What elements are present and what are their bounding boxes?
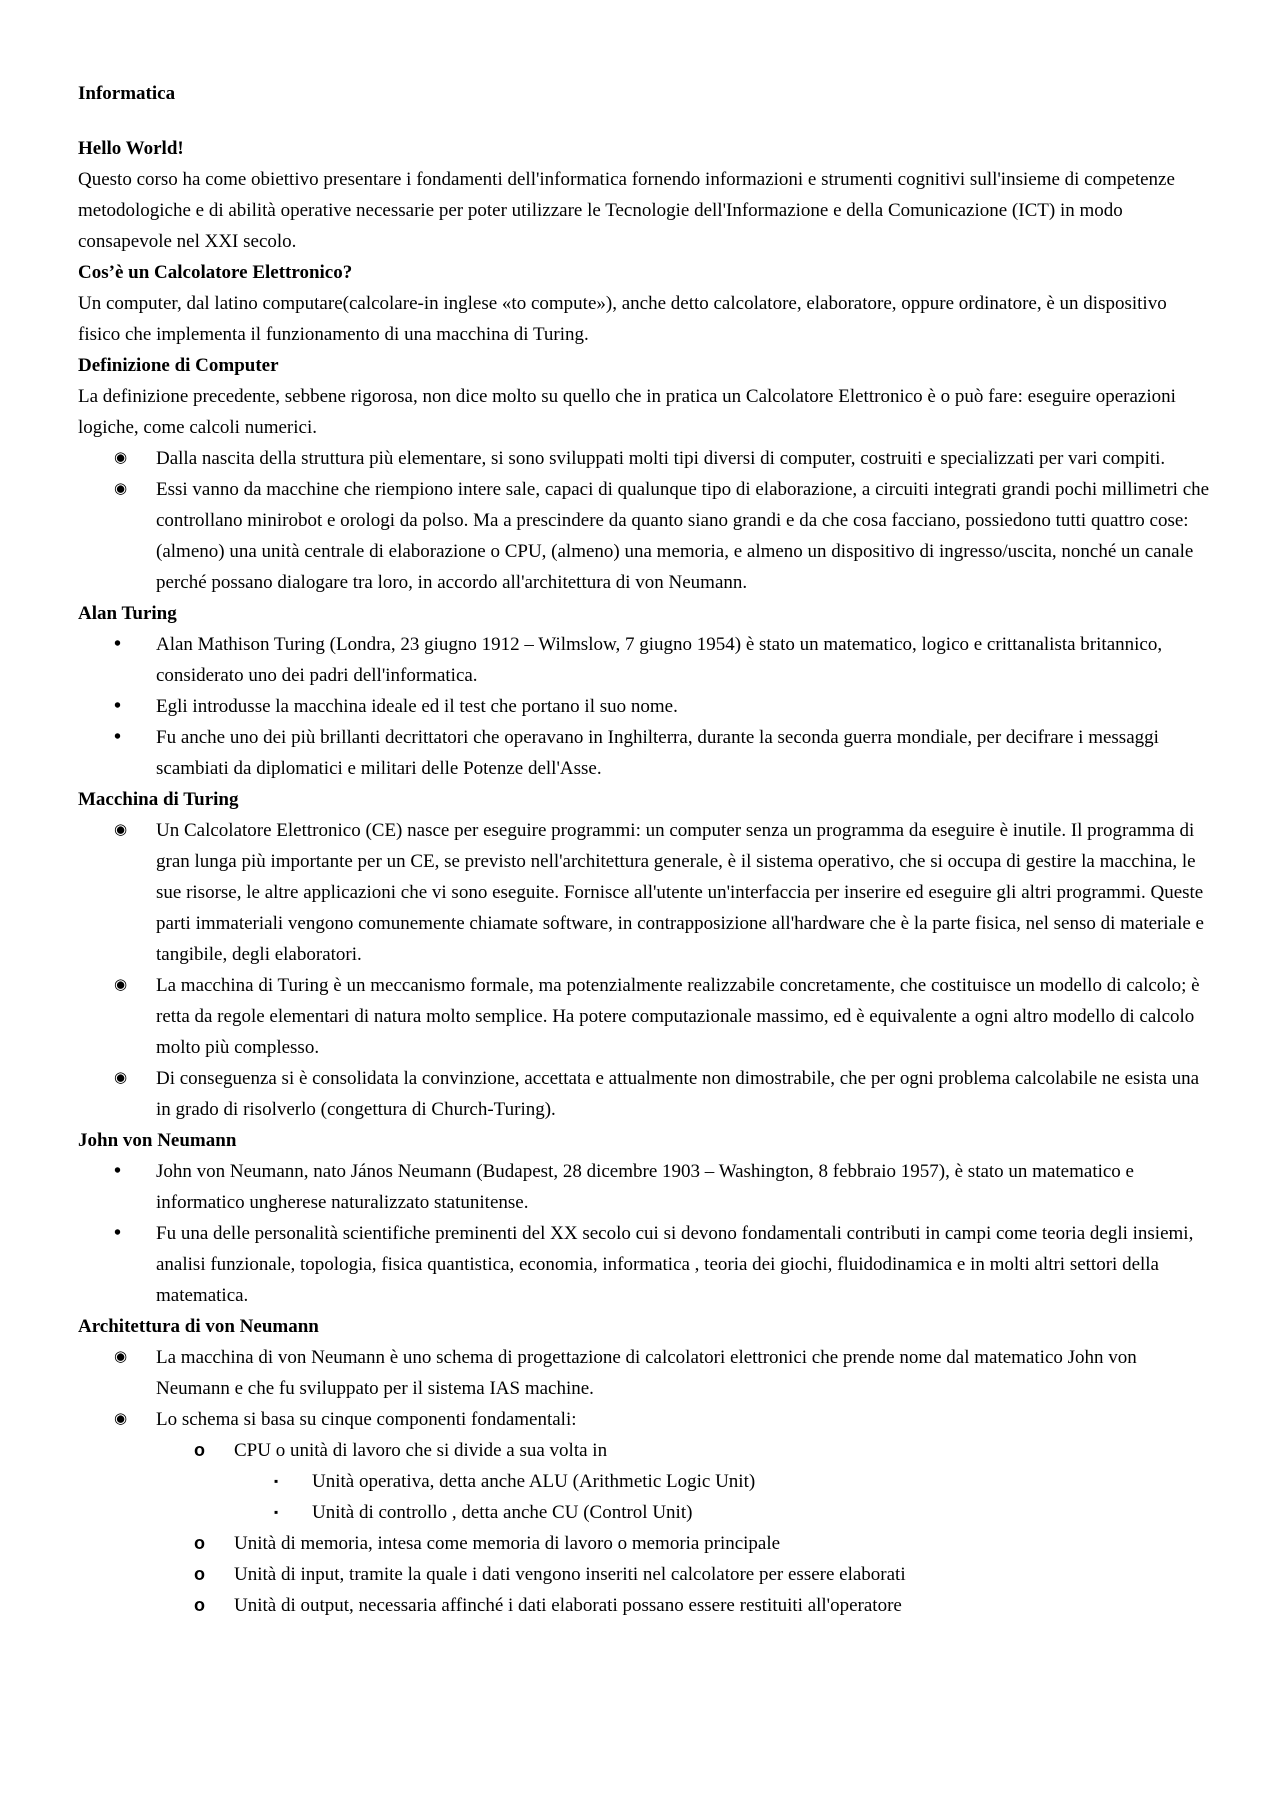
heading-hello-world: Hello World!	[78, 138, 184, 159]
heading-architettura: Architettura di von Neumann	[78, 1316, 319, 1337]
list-item-text: Un Calcolatore Elettronico (CE) nasce per eseguire programmi: un computer senza un programma da eseguire è inutile. Il programma di gran lunga più importante per un CE, se previsto nell'architettura generale, è il sistema operativo, che si occupa di gestire la macchina, le sue risorse, le altre applicazioni che vi sono eseguite. Fornisce all'utente un'interfaccia per inserire ed eseguire gli altri programmi. Queste parti immateriali vengono comunemente chiamate software, in contrapposizione all'hardware che è la parte fisica, nel senso di materiale e tangibile, degli elaboratori.	[156, 820, 1204, 965]
paragraph-calcolatore: Un computer, dal latino computare(calcolare-in inglese «to compute»), anche detto calcolatore, elaboratore, oppure ordinatore, è un dispositivo fisico che implementa il funzionamento di una macchina di Turing.	[78, 293, 1167, 345]
list-item	[78, 1590, 1213, 1621]
list-item-text: Alan Mathison Turing (Londra, 23 giugno 1912 – Wilmslow, 7 giugno 1954) è stato un matematico, logico e crittanalista britannico, considerato uno dei padri dell'informatica.	[156, 634, 1163, 686]
bullet-icon: ◉	[114, 977, 128, 993]
list-turing	[78, 629, 1213, 784]
bullet-icon: •	[114, 633, 122, 655]
list-item	[78, 970, 1213, 1063]
list-item-text: John von Neumann, nato János Neumann (Budapest, 28 dicembre 1903 – Washington, 8 febbraio 1957), è stato un matematico e informatico ungherese naturalizzato statunitense.	[156, 1161, 1134, 1213]
bullet-icon: ◉	[114, 450, 128, 466]
list-item	[78, 443, 1213, 474]
list-item-text: Essi vanno da macchine che riempiono intere sale, capaci di qualunque tipo di elaborazione, a circuiti integrati grandi pochi millimetri che controllano minirobot e orologi da polso. Ma a prescindere da quanto siano grandi e da che cosa facciano, possiedono tutti quattro cose: (almeno) una unità centrale di elaborazione o CPU, (almeno) una memoria, e almeno un dispositivo di ingresso/uscita, nonché un canale perché possano dialogare tra loro, in accordo all'architettura di von Neumann.	[156, 479, 1210, 593]
heading-calcolatore: Cos’è un Calcolatore Elettronico?	[78, 262, 353, 283]
list-item-text: Dalla nascita della struttura più elementare, si sono sviluppati molti tipi diversi di computer, costruiti e specializzati per vari compiti.	[156, 448, 1166, 469]
list-item-text: Unità di output, necessaria affinché i dati elaborati possano essere restituiti all'operatore	[234, 1595, 902, 1616]
bullet-icon: •	[114, 695, 122, 717]
bullet-icon: ◉	[114, 1070, 128, 1086]
list-item-text: Egli introdusse la macchina ideale ed il test che portano il suo nome.	[156, 696, 678, 717]
document-title: Informatica	[78, 83, 176, 104]
bullet-icon: o	[194, 1564, 205, 1584]
list-item	[78, 722, 1213, 784]
bullet-icon: o	[194, 1595, 205, 1615]
bullet-icon: o	[194, 1533, 205, 1553]
bullet-icon: ▪	[274, 1505, 279, 1519]
bullet-icon: •	[114, 1222, 122, 1244]
list-item	[78, 815, 1213, 970]
list-item-text: Unità di memoria, intesa come memoria di lavoro o memoria principale	[234, 1533, 781, 1554]
list-item-text: Di conseguenza si è consolidata la convinzione, accettata e attualmente non dimostrabile, che per ogni problema calcolabile ne esista una in grado di risolverlo (congettura di Church-Turing).	[156, 1068, 1200, 1120]
heading-alan-turing: Alan Turing	[78, 603, 177, 624]
list-item	[78, 1497, 1213, 1528]
bullet-icon: ◉	[114, 822, 128, 838]
bullet-icon: o	[194, 1440, 205, 1460]
list-item	[78, 691, 1213, 722]
heading-von-neumann: John von Neumann	[78, 1130, 237, 1151]
bullet-icon: ◉	[114, 1411, 128, 1427]
heading-macchina-turing: Macchina di Turing	[78, 789, 239, 810]
list-item-text: Lo schema si basa su cinque componenti fondamentali:	[156, 1409, 577, 1430]
list-item	[78, 1528, 1213, 1559]
bullet-icon: •	[114, 726, 122, 748]
bullet-icon: ▪	[274, 1474, 279, 1488]
list-item	[78, 1342, 1213, 1404]
list-item	[78, 1063, 1213, 1125]
list-item	[78, 1156, 1213, 1218]
list-item	[78, 1218, 1213, 1311]
list-item	[78, 474, 1213, 598]
bullet-icon: •	[114, 1160, 122, 1182]
list-item-text: Unità di input, tramite la quale i dati vengono inseriti nel calcolatore per essere elaborati	[234, 1564, 906, 1585]
list-definizione	[78, 443, 1213, 598]
list-item-text: La macchina di von Neumann è uno schema di progettazione di calcolatori elettronici che prende nome dal matematico John von Neumann e che fu sviluppato per il sistema IAS machine.	[156, 1347, 1137, 1399]
list-item-text: Fu una delle personalità scientifiche preminenti del XX secolo cui si devono fondamentali contributi in campi come teoria degli insiemi, analisi funzionale, topologia, fisica quantistica, economia, informatica , teoria dei giochi, fluidodinamica e in molti altri settori della matematica.	[156, 1223, 1194, 1306]
heading-definizione: Definizione di Computer	[78, 355, 279, 376]
paragraph-definizione: La definizione precedente, sebbene rigorosa, non dice molto su quello che in pratica un Calcolatore Elettronico è o può fare: eseguire operazioni logiche, come calcoli numerici.	[78, 386, 1176, 438]
bullet-icon: ◉	[114, 481, 128, 497]
list-neumann	[78, 1156, 1213, 1311]
list-item	[78, 1435, 1213, 1466]
list-macchina	[78, 815, 1213, 1125]
list-item-text: Unità operativa, detta anche ALU (Arithmetic Logic Unit)	[312, 1471, 756, 1492]
paragraph-intro: Questo corso ha come obiettivo presentare i fondamenti dell'informatica fornendo informazioni e strumenti cognitivi sull'insieme di competenze metodologiche e di abilità operative necessarie per poter utilizzare le Tecnologie dell'Informazione e della Comunicazione (ICT) in modo consapevole nel XXI secolo.	[78, 169, 1175, 252]
list-item-text: Unità di controllo , detta anche CU (Control Unit)	[312, 1502, 693, 1523]
list-item-text: Fu anche uno dei più brillanti decrittatori che operavano in Inghilterra, durante la seconda guerra mondiale, per decifrare i messaggi scambiati da diplomatici e militari delle Potenze dell'Asse.	[156, 727, 1159, 779]
list-item	[78, 1559, 1213, 1590]
document-page	[78, 78, 1213, 1621]
bullet-icon: ◉	[114, 1349, 128, 1365]
list-item	[78, 1466, 1213, 1497]
list-item	[78, 629, 1213, 691]
list-item-text: CPU o unità di lavoro che si divide a sua volta in	[234, 1440, 608, 1461]
list-architettura	[78, 1342, 1213, 1621]
list-item-text: La macchina di Turing è un meccanismo formale, ma potenzialmente realizzabile concretamente, che costituisce un modello di calcolo; è retta da regole elementari di natura molto semplice. Ha potere computazionale massimo, ed è equivalente a ogni altro modello di calcolo molto più complesso.	[156, 975, 1200, 1058]
list-item	[78, 1404, 1213, 1435]
